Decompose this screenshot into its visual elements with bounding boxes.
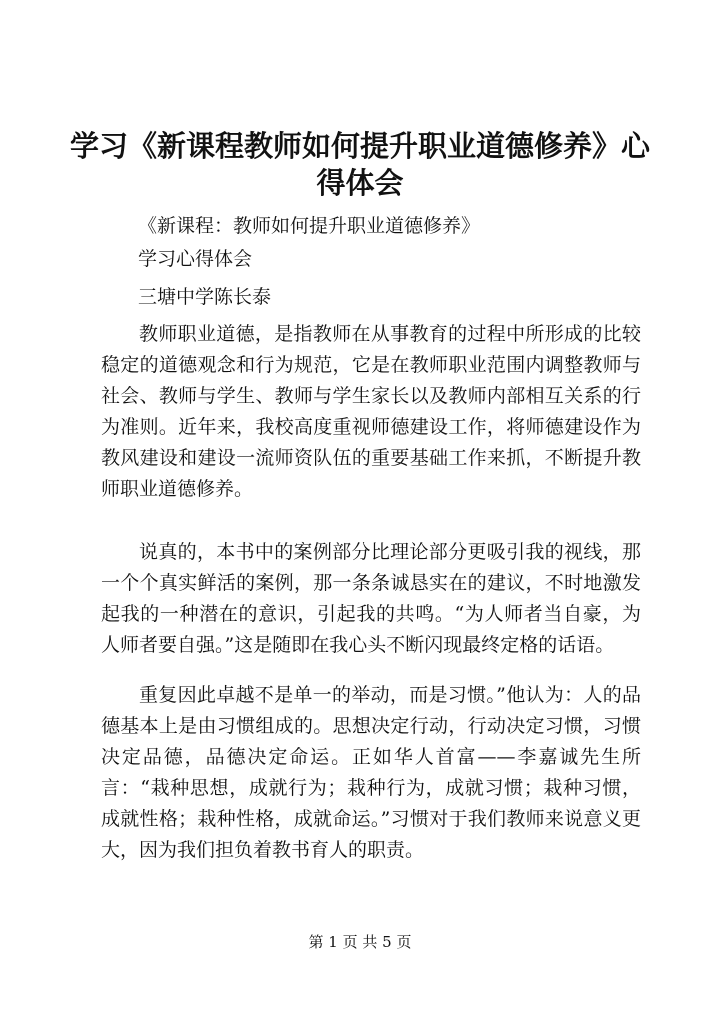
book-title: 《新课程：教师如何提升职业道德修养》	[138, 215, 481, 237]
subtitle: 学习心得体会	[138, 248, 253, 270]
paragraph-2: 说真的，本书中的案例部分比理论部分更吸引我的视线，那一个个真实鲜活的案例，那一条条诚恳实在的建议，不时地激发起我的一种潜在的意识，引起我的共鸣。“为人师者当自豪，为人师者要自强。”这是随即在我心头不断闪现最终定格的话语。	[101, 541, 641, 656]
document-title: 学习《新课程教师如何提升职业道德修养》心得体会	[69, 129, 650, 200]
page-footer	[0, 932, 720, 952]
paragraph-3: 重复因此卓越不是单一的举动，而是习惯。”他认为：人的品德基本上是由习惯组成的。思想决定行动，行动决定习惯，习惯决定品德，品德决定命运。正如华人首富——李嘉诚先生所言：“栽种思想，成就行为；栽种行为，成就习惯；栽种习惯，成就性格；栽种性格，成就命运。”习惯对于我们教师来说意义更大，因为我们担负着教书育人的职责。	[101, 684, 641, 861]
paragraph-1: 教师职业道德，是指教师在从事教育的过程中所形成的比较稳定的道德观念和行为规范，它是在教师职业范围内调整教师与社会、教师与学生、教师与学生家长以及教师内部相互关系的行为准则。近年来，我校高度重视师德建设工作，将师德建设作为教风建设和建设一流师资队伍的重要基础工作来抓，不断提升教师职业道德修养。	[101, 323, 641, 500]
author: 三塘中学陈长泰	[138, 286, 272, 308]
page-number: 第 1 页 共 5 页	[308, 933, 412, 951]
